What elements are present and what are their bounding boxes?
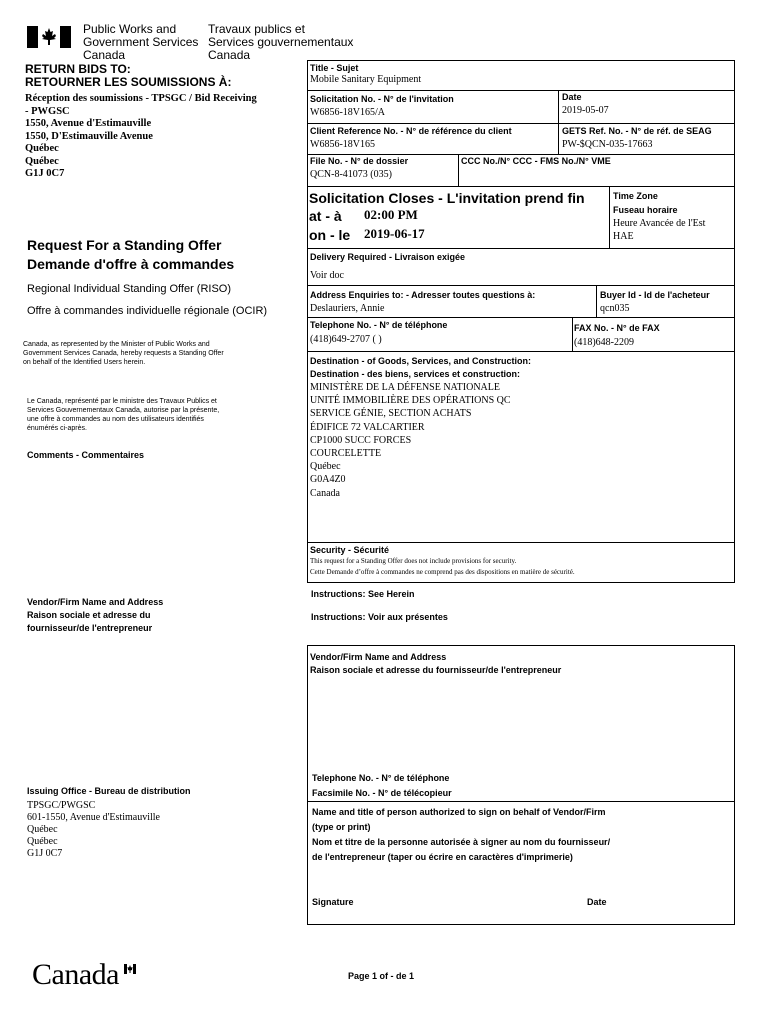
request-paragraph-en: Canada, as represented by the Minister of Public Works and Government Services Canada, hereby requests a Standing Offer on behalf of the Identified Users herein. bbox=[23, 341, 224, 366]
vendor-left-label: Vendor/Firm Name and Address Raison sociale et adresse du fournisseur/de l'entrepreneur bbox=[27, 597, 164, 633]
return-address-line: 1550, D'Estimauville Avenue bbox=[25, 130, 153, 142]
destination-line: Québec bbox=[310, 461, 341, 473]
vendor-fax-field[interactable]: Facsimile No. - N° de télécopieur bbox=[312, 788, 452, 798]
vendor-name-address-field[interactable]: Vendor/Firm Name and Address Raison sociale et adresse du fournisseur/de l'entrepreneur bbox=[310, 652, 562, 675]
return-bids-title-fr: RETOURNER LES SOUMISSIONS À: bbox=[25, 75, 232, 89]
issuing-office-line: Québec bbox=[27, 836, 58, 847]
file-number-value: QCN-8-41073 (035) bbox=[310, 169, 392, 180]
return-bids-block bbox=[25, 63, 300, 181]
destination-line: Canada bbox=[310, 487, 340, 499]
ccc-number-field: CCC No./N° CCC - FMS No./N° VME bbox=[461, 156, 611, 166]
return-address-line: G1J 0C7 bbox=[25, 168, 65, 179]
issuing-office-label: Issuing Office - Bureau de distribution bbox=[27, 786, 191, 796]
client-reference-field: Client Reference No. - N° de référence du client W6856-18V165 bbox=[310, 126, 512, 150]
request-title-fr: Demande d'offre à commandes bbox=[27, 256, 235, 272]
buyer-id-value: qcn035 bbox=[600, 303, 630, 314]
canada-flag-icon bbox=[27, 26, 71, 48]
destination-line: G0A4Z0 bbox=[310, 474, 346, 486]
title-value: Mobile Sanitary Equipment bbox=[310, 74, 422, 85]
security-text-en: This request for a Standing Offer does not include provisions for security. bbox=[310, 557, 517, 565]
time-zone-field: Time Zone Fuseau horaire Heure Avancée de l'Est HAE bbox=[613, 191, 706, 242]
vendor-telephone-field[interactable]: Telephone No. - N° de téléphone bbox=[312, 773, 450, 783]
solicitation-number-field: Solicitation No. - N° de l'invitation W6856-18V165/A bbox=[310, 94, 454, 118]
fax-field: FAX No. - N° de FAX (418)648-2209 bbox=[574, 323, 660, 348]
enquiries-value: Deslauriers, Annie bbox=[310, 303, 385, 314]
fax-value: (418)648-2209 bbox=[574, 337, 634, 348]
wordmark-flag-icon bbox=[124, 964, 136, 974]
destination-line: CP1000 SUCC FORCES bbox=[310, 434, 412, 446]
issuing-office-line: 601-1550, Avenue d'Estimauville bbox=[27, 812, 160, 823]
destination-line: SERVICE GÉNIE, SECTION ACHATS bbox=[310, 408, 472, 420]
title-field: Title - Sujet Mobile Sanitary Equipment bbox=[310, 63, 422, 85]
authorized-signatory-field[interactable]: Name and title of person authorized to sign on behalf of Vendor/Firm (type or print) Nom et titre de la personne autorisée à signer au nom du fournisseur/ de l'entrepreneur (taper ou écrire en caractères d'imprimerie) bbox=[312, 807, 611, 862]
return-address-line: Québec bbox=[25, 143, 59, 154]
solicitation-form bbox=[307, 60, 735, 583]
page-number: Page 1 of - de 1 bbox=[348, 971, 415, 981]
destination-line: COURCELETTE bbox=[310, 448, 382, 460]
request-title-en: Request For a Standing Offer bbox=[27, 237, 222, 253]
issuing-office-line: Québec bbox=[27, 824, 58, 835]
issuing-office-block bbox=[27, 786, 191, 860]
instructions-fr: Instructions: Voir aux présentes bbox=[311, 612, 448, 622]
request-paragraph-fr: Le Canada, représenté par le ministre des Travaux Publics et Services Gouvernementaux Canada, autorise par la présente, une offre à commandes au nom des utilisateurs identifiés énumérés ci-après. bbox=[27, 398, 220, 432]
closing-date-value: 2019-06-17 bbox=[364, 226, 425, 241]
instructions-en: Instructions: See Herein bbox=[311, 589, 415, 599]
solicitation-number-value: W6856-18V165/A bbox=[310, 107, 385, 118]
client-reference-value: W6856-18V165 bbox=[310, 139, 375, 150]
issuing-office-line: G1J 0C7 bbox=[27, 848, 63, 859]
gets-reference-value: PW-$QCN-035-17663 bbox=[562, 139, 653, 150]
return-address-line: 1550, Avenue d'Estimauville bbox=[25, 118, 152, 129]
delivery-value: Voir doc bbox=[310, 270, 344, 281]
destination-field: Destination - of Goods, Services, and Construction: Destination - des biens, services et construction: MINISTÈRE DE LA DÉFENSE NATIONALE UNITÉ IMMOBILIÈRE DES OPÉRATIONS QC SERVICE GÉNIE, SECTION ACHATS ÉDIFICE 72 VALCARTIER CP1000 SUCC FORCES COURCELETTE Québec G0A4Z0 Canada bbox=[310, 356, 532, 499]
request-title-block bbox=[27, 236, 302, 274]
delivery-required-field: Delivery Required - Livraison exigée Voir doc bbox=[310, 252, 466, 281]
vendor-signature-box bbox=[307, 645, 735, 925]
date-value: 2019-05-07 bbox=[562, 105, 609, 116]
telephone-value: (418)649-2707 ( ) bbox=[310, 334, 382, 345]
enquiries-field: Address Enquiries to: - Adresser toutes questions à: Deslauriers, Annie bbox=[310, 290, 536, 314]
return-address-line: - PWGSC bbox=[25, 105, 70, 117]
destination-line: MINISTÈRE DE LA DÉFENSE NATIONALE bbox=[310, 382, 500, 393]
return-address-line: Réception des soumissions - TPSGC / Bid Receiving bbox=[25, 93, 257, 104]
dept-name-fr: Travaux publics et Services gouvernementaux Canada bbox=[208, 22, 354, 62]
ocir-label: Offre à commandes individuelle régionale (OCIR) bbox=[27, 305, 268, 317]
return-address-line: Québec bbox=[25, 155, 59, 167]
issuing-office-line: TPSGC/PWGSC bbox=[27, 800, 96, 811]
file-number-field: File No. - N° de dossier QCN-8-41073 (035) bbox=[310, 156, 409, 180]
telephone-field: Telephone No. - N° de téléphone (418)649-2707 ( ) bbox=[310, 320, 448, 345]
time-zone-value: Heure Avancée de l'Est bbox=[613, 218, 706, 229]
return-bids-title-en: RETURN BIDS TO: bbox=[25, 62, 131, 76]
security-text-fr: Cette Demande d’offre à commandes ne comprend pas des dispositions en matière de sécurité. bbox=[310, 568, 575, 576]
destination-line: ÉDIFICE 72 VALCARTIER bbox=[310, 421, 425, 433]
canada-wordmark: Canada bbox=[32, 958, 119, 992]
destination-line: UNITÉ IMMOBILIÈRE DES OPÉRATIONS QC bbox=[310, 395, 511, 407]
signature-date-field[interactable]: Date bbox=[587, 897, 607, 907]
solicitation-closes-field: Solicitation Closes - L'invitation prend fin at - à 02:00 PM on - le 2019-06-17 bbox=[309, 190, 585, 243]
riso-label: Regional Individual Standing Offer (RISO) bbox=[27, 283, 232, 295]
dept-name-en: Public Works and Government Services Canada bbox=[83, 22, 199, 62]
buyer-id-field: Buyer Id - Id de l'acheteur qcn035 bbox=[600, 290, 710, 314]
closing-time-value: 02:00 PM bbox=[364, 207, 418, 222]
comments-label: Comments - Commentaires bbox=[27, 450, 145, 460]
gets-reference-field: GETS Ref. No. - N° de réf. de SEAG PW-$QCN-035-17663 bbox=[562, 126, 712, 150]
signature-field[interactable]: Signature bbox=[312, 897, 354, 907]
date-field: Date 2019-05-07 bbox=[562, 92, 609, 116]
security-field: Security - Sécurité This request for a Standing Offer does not include provisions for security. Cette Demande d’offre à commandes ne comprend pas des dispositions en matière de sécurité. bbox=[310, 545, 730, 578]
